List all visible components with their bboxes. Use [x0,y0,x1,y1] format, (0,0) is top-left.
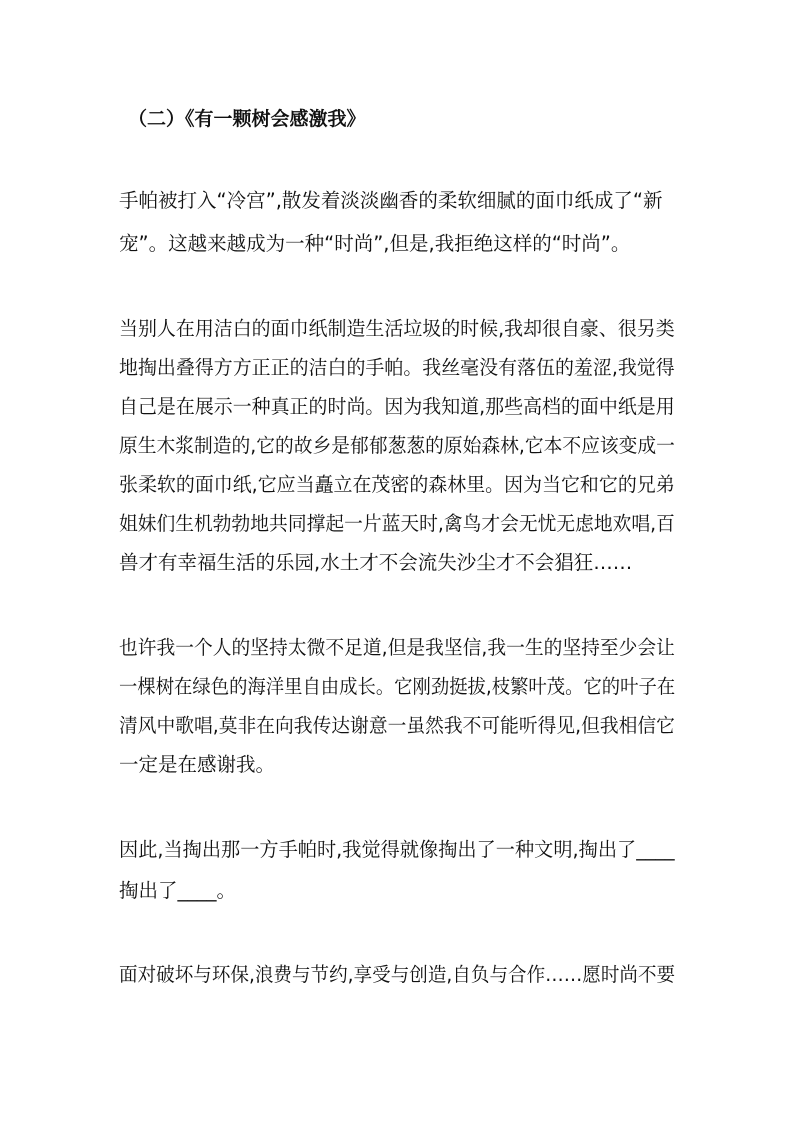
section-title: （二）《有一颗树会感激我》 [128,108,366,130]
paragraph-line: 面对破坏与环保,浪费与节约,享受与创造,自负与合作……愿时尚不要 [119,963,676,986]
paragraph-line: 张柔软的面巾纸,它应当矗立在茂密的森林里。因为当它和它的兄弟 [119,473,675,496]
paragraph-line: 也许我一个人的坚持太微不足道,但是我坚信,我一生的坚持至少会让 [119,636,675,659]
paragraph-line: 宠”。这越来越成为一种“时尚”,但是,我拒绝这样的“时尚”。 [119,232,631,255]
paragraph-line: 掏出了____。 [119,879,237,902]
paragraph-line: 因此,当掏出那一方手帕时,我觉得就像掏出了一种文明,掏出了____ [119,838,675,861]
paragraph-line: 清风中歌唱,莫非在向我传达谢意一虽然我不可能听得见,但我相信它 [119,714,675,737]
paragraph-line: 兽才有幸福生活的乐园,水土才不会流失沙尘才不会猖狂…… [119,551,633,574]
paragraph-line: 当别人在用洁白的面巾纸制造生活垃圾的时候,我却很自豪、很另类 [119,317,675,340]
paragraph-line: 手帕被打入“冷宫”,散发着淡淡幽香的柔软细腻的面巾纸成了“新 [119,189,663,212]
paragraph-line: 地掏出叠得方方正正的洁白的手帕。我丝毫没有落伍的羞涩,我觉得 [119,356,675,379]
paragraph-line: 一棵树在绿色的海洋里自由成长。它刚劲挺拔,枝繁叶茂。它的叶子在 [119,675,676,698]
paragraph-line: 姐妹们生机勃勃地共同撑起一片蓝天时,禽鸟才会无忧无虑地欢唱,百 [119,512,675,535]
paragraph-line: 原生木浆制造的,它的故乡是郁郁葱葱的原始森林,它本不应该变成一 [119,434,675,457]
paragraph-line: 一定是在感谢我。 [119,753,276,776]
paragraph-line: 自己是在展示一种真正的时尚。因为我知道,那些高档的面中纸是用 [119,395,675,418]
